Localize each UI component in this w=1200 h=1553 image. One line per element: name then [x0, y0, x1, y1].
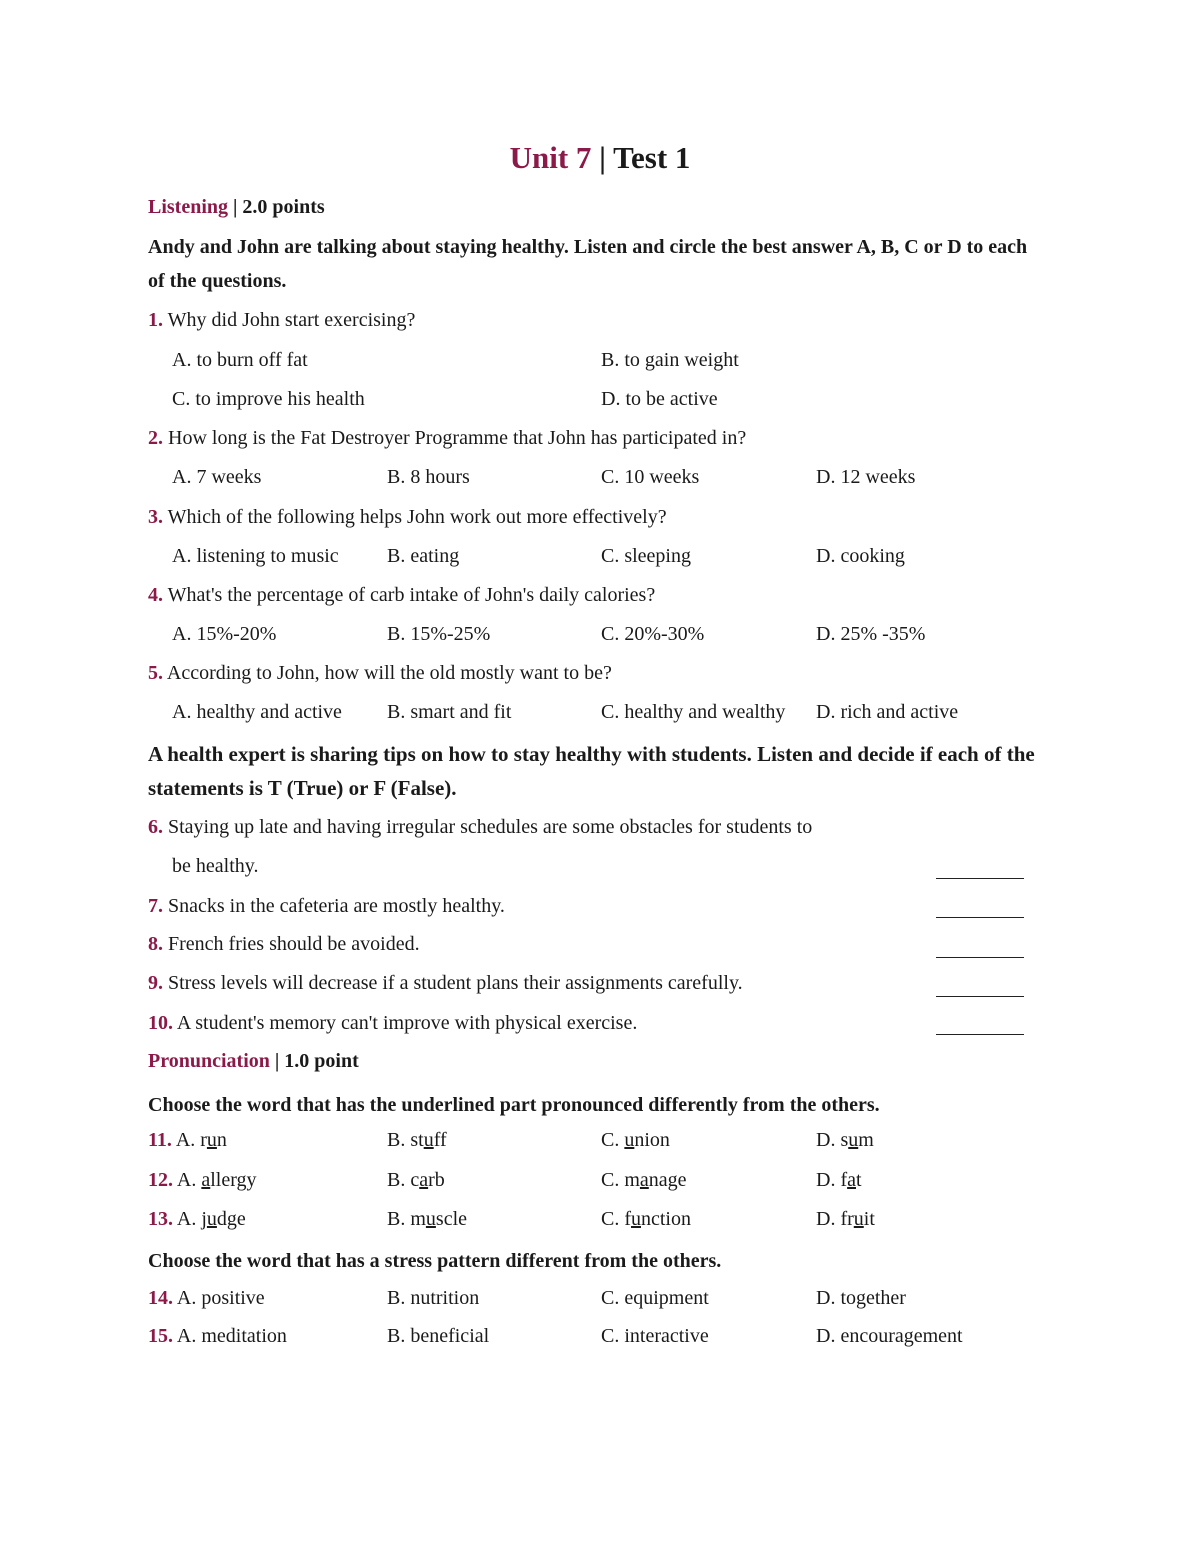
- q15-option-d[interactable]: D. encouragement: [816, 1325, 963, 1347]
- listening-label: Listening: [148, 196, 229, 218]
- q3-option-c[interactable]: C. sleeping: [601, 545, 691, 567]
- q2-option-d[interactable]: D. 12 weeks: [816, 466, 916, 488]
- option-text: rb: [428, 1169, 445, 1191]
- question-5: [148, 662, 612, 685]
- question-number: 11.: [148, 1129, 172, 1151]
- question-text: Snacks in the cafeteria are mostly healthy.: [163, 895, 505, 917]
- q12-option-d[interactable]: [816, 1169, 862, 1192]
- q2-option-b[interactable]: B. 8 hours: [387, 466, 470, 488]
- question-text: Stress levels will decrease if a student plans their assignments carefully.: [163, 972, 743, 994]
- q14-option-d[interactable]: D. together: [816, 1287, 906, 1309]
- question-2: [148, 427, 746, 450]
- question-9: [148, 972, 743, 995]
- question-number: 10.: [148, 1012, 173, 1034]
- q15-option-b[interactable]: B. beneficial: [387, 1325, 490, 1347]
- answer-blank-6[interactable]: [936, 877, 1024, 879]
- option-text: ff: [433, 1129, 447, 1151]
- question-text: What's the percentage of carb intake of John's daily calories?: [163, 584, 656, 606]
- option-text: C. f: [601, 1208, 631, 1230]
- question-12: [148, 1169, 257, 1192]
- title-unit: Unit 7: [509, 140, 592, 175]
- pronunciation-label: Pronunciation: [148, 1050, 270, 1072]
- question-number: 2.: [148, 427, 163, 449]
- question-3: [148, 506, 667, 529]
- q15-option-a[interactable]: A. meditation: [176, 1325, 287, 1347]
- underlined-part: u: [425, 1208, 436, 1230]
- question-15: [148, 1325, 287, 1348]
- question-number: 13.: [148, 1208, 173, 1230]
- answer-blank-8[interactable]: [936, 956, 1024, 958]
- listening-instruction-1: Andy and John are talking about staying healthy. Listen and circle the best answer A, B, C or D to each of the questions.: [148, 236, 1028, 292]
- pronunciation-points: | 1.0 point: [269, 1050, 359, 1072]
- option-text: B. st: [387, 1129, 424, 1151]
- option-text: nion: [634, 1129, 670, 1151]
- underlined-part: a: [639, 1169, 649, 1191]
- answer-blank-9[interactable]: [936, 995, 1024, 997]
- option-text: n: [216, 1129, 227, 1151]
- question-13: [148, 1208, 246, 1231]
- underlined-part: u: [848, 1129, 859, 1151]
- underlined-part: u: [853, 1208, 864, 1230]
- q5-option-c[interactable]: C. healthy and wealthy: [601, 701, 786, 723]
- q12-option-c[interactable]: [601, 1169, 687, 1192]
- q14-option-a[interactable]: A. positive: [176, 1287, 265, 1309]
- option-text: A. j: [176, 1208, 207, 1230]
- question-number: 15.: [148, 1325, 173, 1347]
- underlined-part: u: [423, 1129, 434, 1151]
- option-text: B. c: [387, 1169, 420, 1191]
- question-number: 3.: [148, 506, 163, 528]
- question-text: Which of the following helps John work out more effectively?: [163, 506, 667, 528]
- q15-option-c[interactable]: C. interactive: [601, 1325, 709, 1347]
- question-text: French fries should be avoided.: [163, 933, 420, 955]
- question-4: [148, 584, 655, 607]
- question-number: 12.: [148, 1169, 173, 1191]
- q2-option-a[interactable]: A. 7 weeks: [172, 466, 262, 488]
- q13-option-c[interactable]: [601, 1208, 691, 1231]
- option-text: C.: [601, 1129, 625, 1151]
- underlined-part: u: [206, 1129, 217, 1151]
- question-text: According to John, how will the old mostly want to be?: [163, 662, 612, 684]
- q1-option-b[interactable]: B. to gain weight: [601, 349, 739, 371]
- q4-option-a[interactable]: A. 15%-20%: [172, 623, 277, 645]
- answer-blank-10[interactable]: [936, 1033, 1024, 1035]
- option-text: D. f: [816, 1169, 848, 1191]
- option-text: B. m: [387, 1208, 426, 1230]
- option-text: it: [863, 1208, 875, 1230]
- question-number: 8.: [148, 933, 163, 955]
- pronunciation-section-heading: [148, 1050, 359, 1073]
- option-text: A.: [176, 1169, 202, 1191]
- q4-option-c[interactable]: C. 20%-30%: [601, 623, 705, 645]
- question-14: [148, 1287, 265, 1310]
- option-text: scle: [435, 1208, 467, 1230]
- option-text: llergy: [210, 1169, 257, 1191]
- question-number: 7.: [148, 895, 163, 917]
- option-text: A. r: [175, 1129, 207, 1151]
- question-number: 1.: [148, 309, 163, 331]
- page-title: [0, 140, 1200, 176]
- option-text: D. s: [816, 1129, 849, 1151]
- q11-option-b[interactable]: [387, 1129, 447, 1152]
- question-number: 6.: [148, 816, 163, 838]
- q13-option-d[interactable]: [816, 1208, 875, 1231]
- option-text: D. fr: [816, 1208, 854, 1230]
- question-8: [148, 933, 420, 956]
- question-11: [148, 1129, 227, 1152]
- q1-option-a[interactable]: A. to burn off fat: [172, 349, 308, 371]
- q4-option-b[interactable]: B. 15%-25%: [387, 623, 491, 645]
- option-text: C. m: [601, 1169, 640, 1191]
- underlined-part: u: [206, 1208, 217, 1230]
- q3-option-a[interactable]: A. listening to music: [172, 545, 339, 567]
- q14-option-b[interactable]: B. nutrition: [387, 1287, 480, 1309]
- question-text: Staying up late and having irregular schedules are some obstacles for students to: [163, 816, 813, 838]
- question-number: 4.: [148, 584, 163, 606]
- underlined-part: u: [631, 1208, 641, 1230]
- underlined-part: u: [624, 1129, 635, 1151]
- question-text: Why did John start exercising?: [163, 309, 416, 331]
- question-1: [148, 309, 415, 332]
- option-text: dge: [216, 1208, 246, 1230]
- title-test: | Test 1: [591, 140, 691, 175]
- option-text: t: [856, 1169, 862, 1191]
- underlined-part: a: [419, 1169, 429, 1191]
- q3-option-b[interactable]: B. eating: [387, 545, 460, 567]
- question-number: 14.: [148, 1287, 173, 1309]
- answer-blank-7[interactable]: [936, 916, 1024, 918]
- q5-option-a[interactable]: A. healthy and active: [172, 701, 342, 723]
- q14-option-c[interactable]: C. equipment: [601, 1287, 709, 1309]
- listening-section-heading: [148, 196, 325, 219]
- q5-option-d[interactable]: D. rich and active: [816, 701, 959, 723]
- q5-option-b[interactable]: B. smart and fit: [387, 701, 512, 723]
- underlined-part: a: [847, 1169, 856, 1191]
- question-7: [148, 895, 505, 918]
- question-6-continued: be healthy.: [172, 855, 259, 877]
- pronunciation-instruction-2: Choose the word that has a stress pattern different from the others.: [148, 1250, 722, 1272]
- question-number: 9.: [148, 972, 163, 994]
- q11-option-d[interactable]: [816, 1129, 874, 1152]
- q11-option-c[interactable]: [601, 1129, 670, 1152]
- q1-option-c[interactable]: C. to improve his health: [172, 388, 365, 410]
- listening-instruction-2: A health expert is sharing tips on how to stay healthy with students. Listen and decide if each of the statements is T (True) or F (False).: [148, 742, 1035, 800]
- question-6: [148, 816, 812, 839]
- option-text: nage: [648, 1169, 687, 1191]
- q13-option-b[interactable]: [387, 1208, 467, 1231]
- q12-option-b[interactable]: [387, 1169, 445, 1192]
- pronunciation-instruction-1: Choose the word that has the underlined part pronounced differently from the others.: [148, 1094, 880, 1116]
- q3-option-d[interactable]: D. cooking: [816, 545, 905, 567]
- question-text: How long is the Fat Destroyer Programme that John has participated in?: [163, 427, 747, 449]
- option-text: nction: [641, 1208, 691, 1230]
- underlined-part: a: [201, 1169, 211, 1191]
- listening-points: | 2.0 points: [228, 196, 325, 218]
- q2-option-c[interactable]: C. 10 weeks: [601, 466, 700, 488]
- question-text: A student's memory can't improve with physical exercise.: [173, 1012, 638, 1034]
- question-number: 5.: [148, 662, 163, 684]
- question-10: [148, 1012, 637, 1035]
- option-text: m: [858, 1129, 874, 1151]
- q4-option-d[interactable]: D. 25% -35%: [816, 623, 926, 645]
- q1-option-d[interactable]: D. to be active: [601, 388, 718, 410]
